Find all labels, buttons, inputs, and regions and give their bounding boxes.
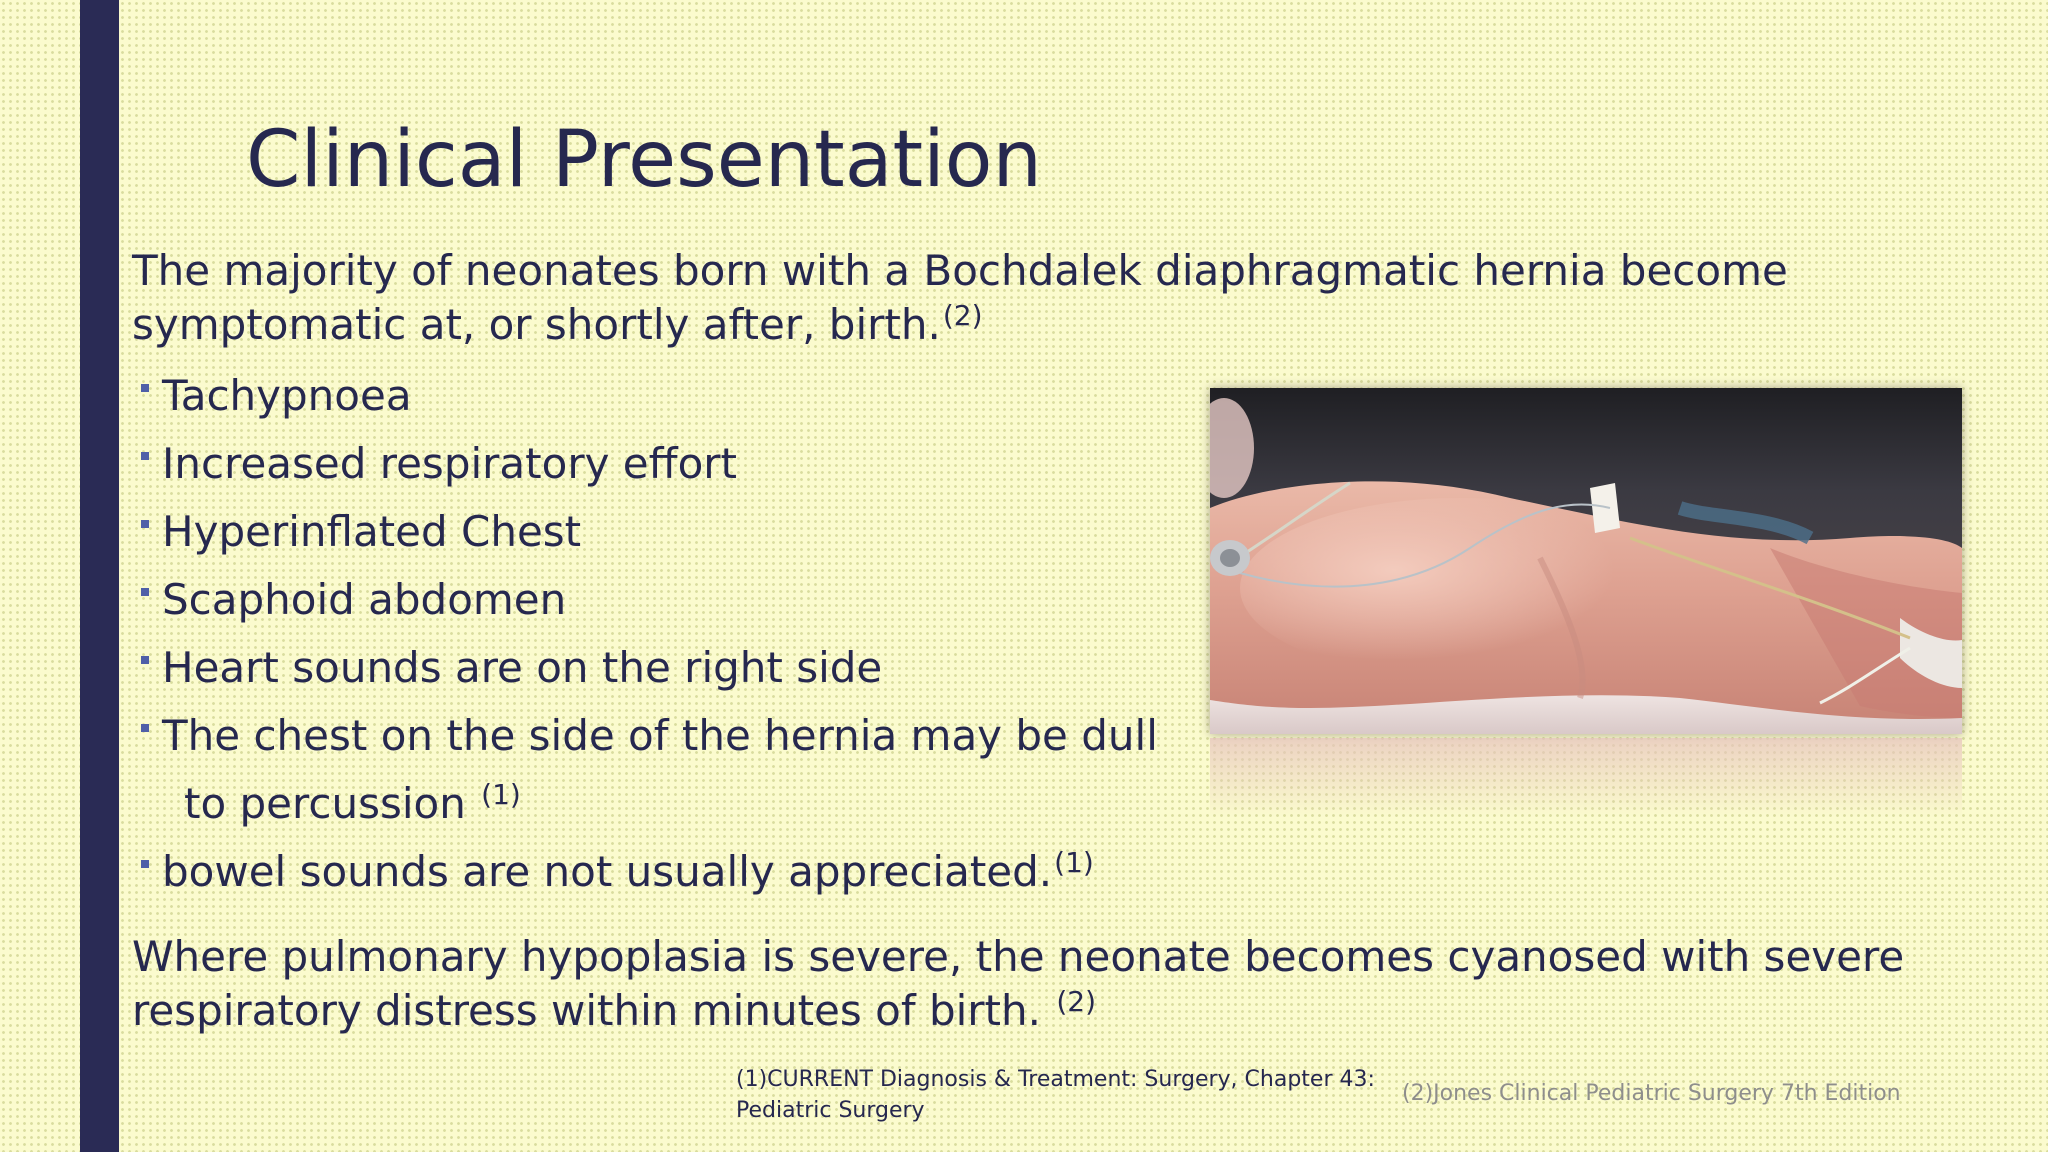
list-item-text: Scaphoid abdomen bbox=[162, 575, 567, 624]
symptom-list bbox=[136, 362, 1158, 906]
bullet-square-icon bbox=[141, 656, 149, 664]
intro-paragraph bbox=[132, 244, 2032, 352]
list-item-text: The chest on the side of the hernia may be dull bbox=[162, 711, 1158, 760]
closing-citation: (2) bbox=[1056, 985, 1097, 1018]
bullet-square-icon bbox=[141, 724, 149, 732]
list-item-citation: (1) bbox=[481, 778, 521, 811]
list-item bbox=[136, 430, 1158, 498]
list-item bbox=[136, 362, 1158, 430]
neonate-photo-frame bbox=[1210, 388, 1962, 818]
list-item bbox=[136, 566, 1158, 634]
reference-1: (1)CURRENT Diagnosis & Treatment: Surgery, Chapter 43: Pediatric Surgery bbox=[736, 1067, 1375, 1123]
list-item-citation: (1) bbox=[1054, 846, 1094, 879]
reference-2: (2)Jones Clinical Pediatric Surgery 7th Edition bbox=[1402, 1081, 1901, 1106]
slide-title: Clinical Presentation bbox=[246, 115, 1042, 205]
list-item bbox=[136, 634, 1158, 702]
list-item-text: Heart sounds are on the right side bbox=[162, 643, 883, 692]
list-item-text: Hyperinflated Chest bbox=[162, 507, 582, 556]
list-item-text: Tachypnoea bbox=[162, 371, 412, 420]
bullet-square-icon bbox=[141, 384, 149, 392]
list-item-text: Increased respiratory effort bbox=[162, 439, 737, 488]
neonate-photo bbox=[1210, 388, 1962, 734]
intro-text: The majority of neonates born with a Bochdalek diaphragmatic hernia become symptomatic at, or shortly after, birth. bbox=[132, 246, 1788, 349]
list-item-text: bowel sounds are not usually appreciated. bbox=[162, 847, 1053, 896]
list-item-continuation bbox=[136, 770, 1158, 838]
bullet-square-icon bbox=[141, 452, 149, 460]
list-item bbox=[136, 498, 1158, 566]
closing-paragraph bbox=[132, 930, 2012, 1038]
closing-text: Where pulmonary hypoplasia is severe, the neonate becomes cyanosed with severe respiratory distress within minutes of birth. bbox=[132, 932, 1905, 1035]
intro-citation: (2) bbox=[942, 299, 983, 332]
left-accent-bar bbox=[80, 0, 119, 1152]
photo-reflection bbox=[1210, 738, 1962, 818]
bullet-square-icon bbox=[141, 520, 149, 528]
bullet-square-icon bbox=[141, 588, 149, 596]
list-item bbox=[136, 702, 1158, 770]
bullet-square-icon bbox=[141, 860, 149, 868]
list-item bbox=[136, 838, 1158, 906]
list-item-text: to percussion bbox=[184, 779, 480, 828]
